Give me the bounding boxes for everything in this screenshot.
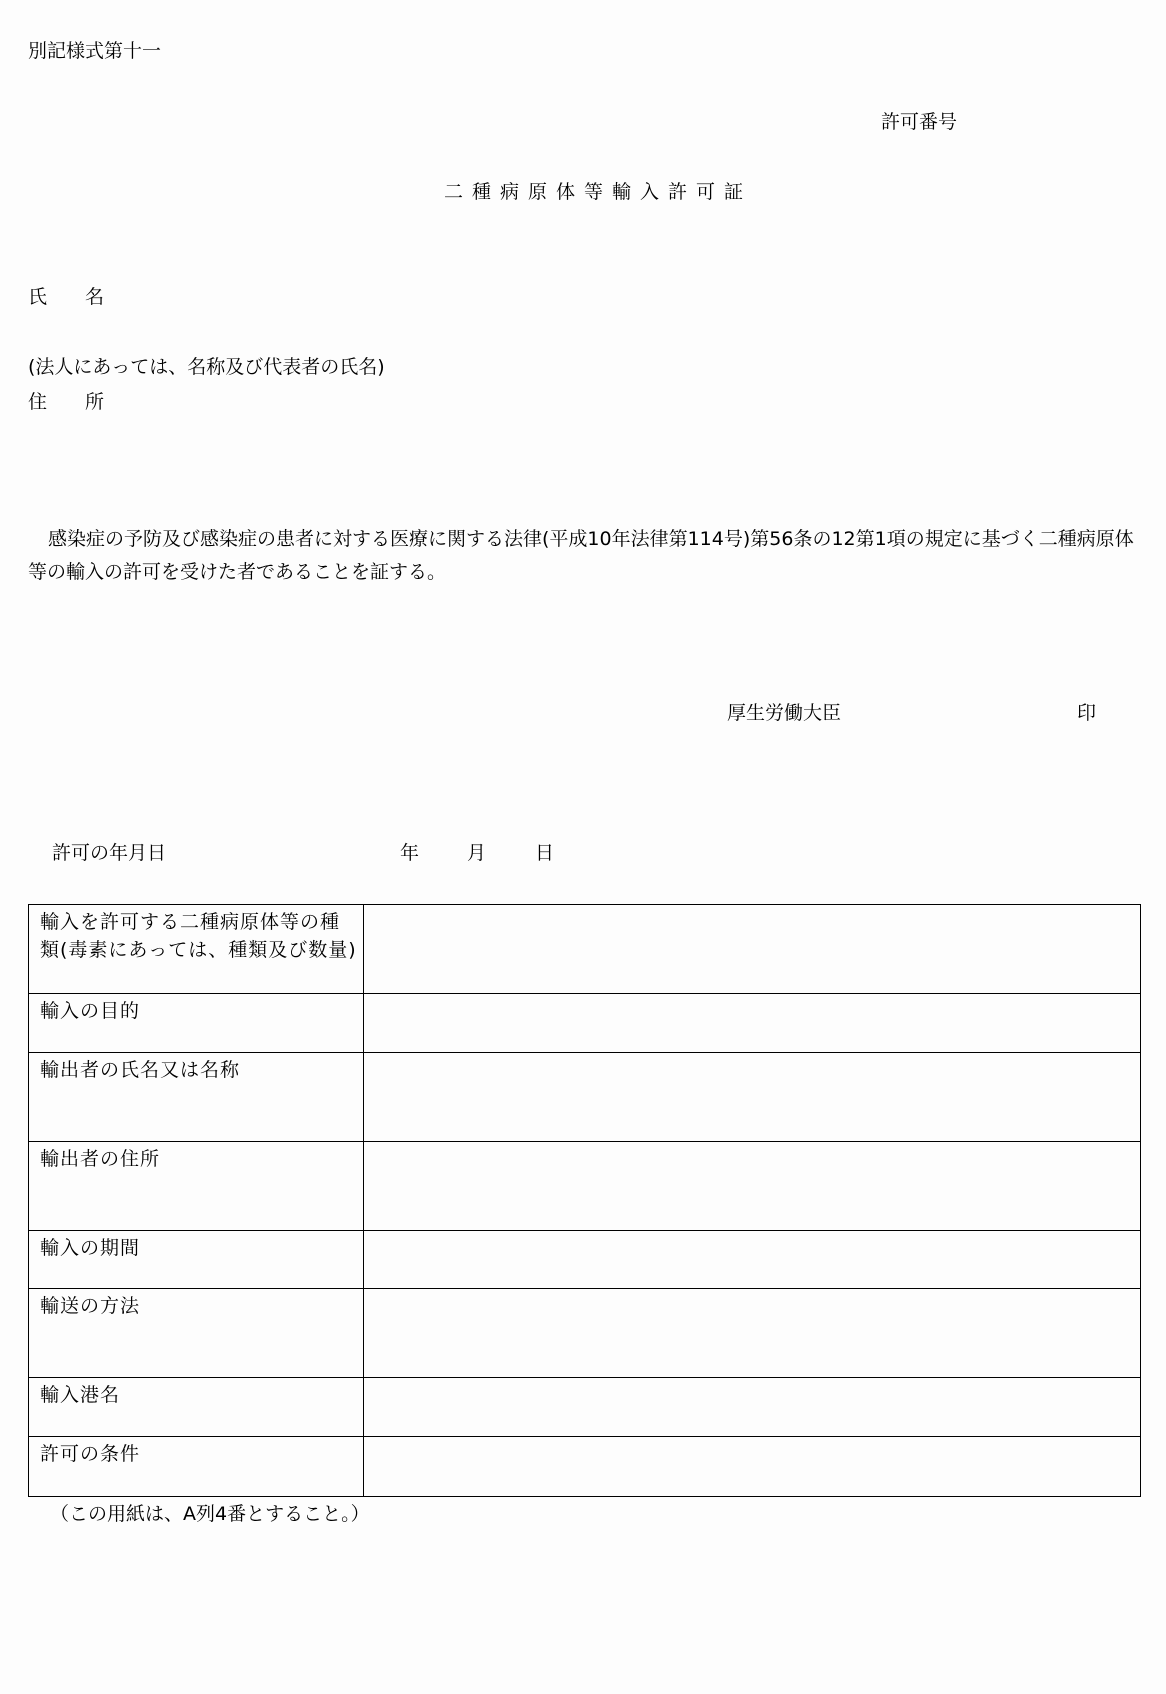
permit-number-label: 許可番号: [881, 111, 958, 133]
name-label: 氏 名: [28, 286, 105, 308]
row-value-import-purpose[interactable]: [364, 994, 1141, 1053]
row-value-transport-method[interactable]: [364, 1289, 1141, 1378]
issuer-label: 厚生労働大臣: [727, 702, 842, 724]
date-month: 月: [467, 842, 487, 864]
permit-details-table: [28, 904, 1141, 1497]
certification-paragraph: [28, 523, 1148, 589]
row-label-exporter-name: 輸出者の氏名又は名称: [29, 1053, 364, 1142]
row-label-permit-conditions: 許可の条件: [29, 1437, 364, 1497]
table-row: [29, 1142, 1141, 1231]
permit-date-label: 許可の年月日: [52, 842, 167, 864]
row-label-import-purpose: 輸入の目的: [29, 994, 364, 1053]
row-value-exporter-name[interactable]: [364, 1053, 1141, 1142]
date-day: 日: [535, 842, 555, 864]
form-number: 別記様式第十一: [28, 40, 162, 62]
address-label: 住 所: [28, 391, 105, 413]
table-row: [29, 905, 1141, 994]
certification-text: 感染症の予防及び感染症の患者に対する医療に関する法律(平成10年法律第114号)第56条の12第1項の規定に基づく二種病原体等の輸入の許可を受けた者であることを証する。: [28, 528, 1134, 583]
row-value-exporter-address[interactable]: [364, 1142, 1141, 1231]
row-value-import-period[interactable]: [364, 1231, 1141, 1289]
table-row: [29, 1053, 1141, 1142]
corporation-note: (法人にあっては、名称及び代表者の氏名): [28, 356, 385, 378]
seal-mark: 印: [1077, 702, 1097, 724]
row-label-import-period: 輸入の期間: [29, 1231, 364, 1289]
row-label-pathogen-type: 輸入を許可する二種病原体等の種類(毒素にあっては、種類及び数量): [29, 905, 364, 994]
table-row: [29, 1289, 1141, 1378]
table-row: [29, 994, 1141, 1053]
table-row: [29, 1437, 1141, 1497]
paper-size-note: （この用紙は、A列4番とすること。）: [50, 1503, 370, 1525]
row-label-exporter-address: 輸出者の住所: [29, 1142, 364, 1231]
row-value-pathogen-type[interactable]: [364, 905, 1141, 994]
row-value-import-port[interactable]: [364, 1378, 1141, 1437]
row-label-import-port: 輸入港名: [29, 1378, 364, 1437]
table-row: [29, 1231, 1141, 1289]
row-value-permit-conditions[interactable]: [364, 1437, 1141, 1497]
row-label-transport-method: 輸送の方法: [29, 1289, 364, 1378]
table-row: [29, 1378, 1141, 1437]
date-year: 年: [400, 842, 420, 864]
document-title: 二種病原体等輸入許可証: [444, 181, 753, 203]
